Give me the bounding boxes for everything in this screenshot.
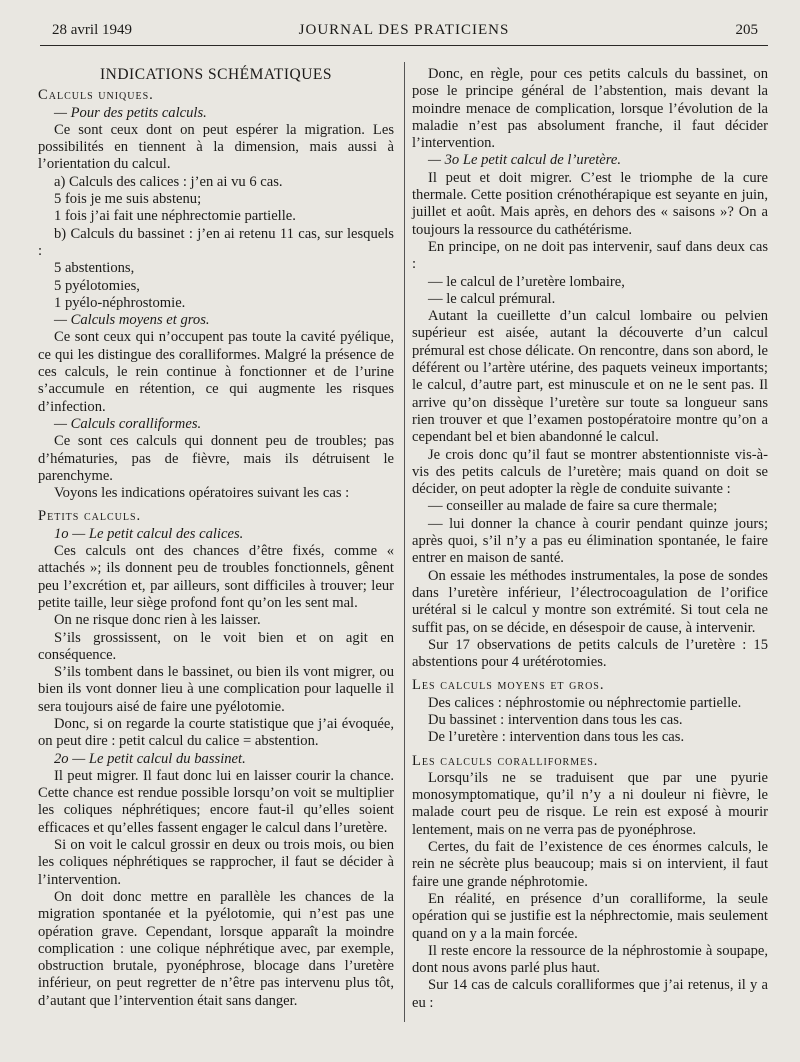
subheading-bassinet-text: 2o — Le petit calcul du bassinet. (54, 750, 246, 767)
subheading-coralliformes-text: — Calculs coralliformes. (54, 415, 202, 432)
header-date: 28 avril 1949 (52, 22, 132, 38)
column-separator (404, 62, 405, 1022)
paragraph: S’ils grossissent, on le voit bien et on agit en conséquence. (38, 629, 394, 663)
heading-calculs-uniques: Calculs uniques. (38, 87, 154, 104)
list-item: 5 fois je me suis abstenu; (54, 191, 202, 208)
header-page-number: 205 (735, 22, 758, 38)
list-item: — conseiller au malade de faire sa cure thermale; (428, 498, 718, 515)
paragraph: En principe, on ne doit pas intervenir, sauf dans deux cas : (412, 238, 768, 273)
subheading-moyens-text: — Calculs moyens et gros. (54, 312, 210, 329)
paragraph: Je crois donc qu’il faut se montrer abstentionniste vis-à-vis des petits calculs de l’uretère; mais quand on doit se décider, on peut adopter la règle de conduite suivante : (412, 446, 768, 498)
list-item: Des calices : néphrostomie ou néphrectomie partielle. (428, 694, 742, 711)
right-column (412, 66, 768, 1012)
paragraph: Voyons les indications opératoires suivant les cas : (54, 485, 350, 502)
paragraph: Ce sont ceux qui n’occupent pas toute la cavité pyélique, ce qui les distingue des coralliformes. Malgré la présence de ces calculs, le rein continue à fonctionner et de l’urine s’accumule en rétention, ce qui augmente les risques d’infection. (38, 329, 394, 415)
subheading-calices (38, 526, 394, 543)
header-rule (40, 45, 768, 46)
subheading-calices-text: 1o — Le petit calcul des calices. (54, 525, 244, 542)
paragraph: On doit donc mettre en parallèle les chances de la migration spontanée et la pyélotomie, qui n’est pas une opération grave. Cependant, lorsque apparaît la moindre complication : une colique néphrétique avec, par exemple, obstruction brutale, pyonéphrose, blocage dans l’uretère inférieur, on peut regretter de n’être pas intervenu plus tôt, d’autant que l’intervention était sans danger. (38, 888, 394, 1009)
list-item: b) Calculs du bassinet : j’en ai retenu 11 cas, sur lesquels : (38, 225, 394, 259)
heading-coralliformes: Les calculs coralliformes. (412, 752, 599, 769)
list-item: — le calcul prémural. (428, 290, 556, 307)
paragraph: En réalité, en présence d’un coralliforme, la seule opération qui se justifie est la néphrectomie, mais seulement quand on y a la main forcée. (412, 890, 768, 942)
heading-moyens-gros: Les calculs moyens et gros. (412, 677, 605, 694)
paragraph: Il reste encore la ressource de la néphrostomie à soupape, dont nous avons parlé plus haut. (412, 942, 768, 977)
paragraph: Si on voit le calcul grossir en deux ou trois mois, ou bien les coliques néphrétiques se rapprocher, il faut se décider à l’intervention. (38, 837, 394, 888)
list-item: 5 pyélotomies, (54, 277, 140, 294)
paragraph: Sur 14 cas de calculs coralliformes que j’ai retenus, il y a eu : (412, 977, 768, 1011)
heading-petits-calculs: Petits calculs. (38, 508, 142, 525)
paragraph: On ne risque donc rien à les laisser. (54, 612, 261, 629)
subheading-moyens (38, 312, 394, 329)
paragraph: Autant la cueillette d’un calcul lombaire ou pelvien supérieur est aisée, autant la découverte d’un calcul prémural est chose délicate. On rencontre, dans son abord, le déférent ou l’artère utérine, des paquets veineux importants; le calcul, d’autre part, est minuscule et on ne le sent pas. Il arrive qu’on dissèque l’uretère sur toute sa longueur sans rien trouver et que l’examen postopératoire montre qu’on a cependant bel et bien abandonné le calcul. (412, 308, 768, 446)
paragraph: On essaie les méthodes instrumentales, la pose de sondes dans l’uretère inférieur, l’électrocoagulation de l’orifice urétéral si le calcul y montre son extrémité. Si tout cela ne suffit pas, on se décide, en désespoir de cause, à intervenir. (412, 567, 768, 636)
list-item: 5 abstentions, (54, 260, 135, 277)
paragraph: Ce sont ces calculs qui donnent peu de troubles; pas d’hématuries, pas de fièvre, mais ils détruisent le parenchyme. (38, 433, 394, 484)
paragraph: Ce sont ceux dont on peut espérer la migration. Les possibilités en tiennent à la dimension, mais aussi à l’orientation du calcul. (38, 121, 394, 173)
page-header (40, 22, 768, 44)
subheading-uretere-text: — 3o Le petit calcul de l’uretère. (428, 152, 622, 169)
list-item: 1 pyélo-néphrostomie. (54, 294, 186, 311)
header-journal-title: JOURNAL DES PRATICIENS (298, 22, 510, 38)
paragraph: Donc, si on regarde la courte statistique que j’ai évoquée, on peut dire : petit calcul du calice = abstention. (38, 715, 394, 750)
list-item: 1 fois j’ai fait une néphrectomie partielle. (54, 208, 296, 225)
list-item: De l’uretère : intervention dans tous les cas. (428, 729, 685, 746)
list-item: a) Calculs des calices : j’en ai vu 6 cas. (54, 173, 283, 190)
paragraph: Lorsqu’ils ne se traduisent que par une pyurie monosymptomatique, qu’il n’y a ni douleur ni fièvre, le malade court peu de risque. Le rein est exposé à mourir lentement, mais on ne verra pas de pyonéphrose. (412, 769, 768, 838)
paragraph: Il peut migrer. Il faut donc lui en laisser courir la chance. Cette chance est rendue possible lorsqu’on voit se multiplier les coliques néphrétiques; encore faut-il qu’elles soient efficaces et qu’elles fassent engager le calcul dans l’uretère. (38, 767, 394, 836)
paragraph: Ces calculs ont des chances d’être fixés, comme « attachés »; ils donnent peu de troubles fonctionnels, gênent peu l’excrétion et, par ailleurs, sont difficiles à trouver; leur petite taille, leur siège profond font qu’on les sent mal. (38, 543, 394, 611)
section-title: INDICATIONS SCHÉMATIQUES (99, 66, 333, 83)
paragraph: Donc, en règle, pour ces petits calculs du bassinet, on pose le principe général de l’abstention, mais devant la moindre menace de complication, lorsque l’évolution de la maladie n’est pas absolument franche, il faut décider l’intervention. (412, 66, 768, 152)
paragraph: S’ils tombent dans le bassinet, ou bien ils vont migrer, ou bien ils vont donner lieu à une complication pour laquelle il sera toujours aisé de faire une pyélotomie. (38, 664, 394, 715)
paragraph: Il peut et doit migrer. C’est le triomphe de la cure thermale. Cette position crénothérapique est seyante en juin, juillet et août. Mais après, en dehors des « saisons »? On a toujours la ressource du cathétérisme. (412, 169, 768, 238)
subheading-uretere (412, 152, 768, 169)
left-column (38, 66, 394, 1010)
subheading-petits (38, 105, 394, 122)
list-item: — le calcul de l’uretère lombaire, (428, 273, 625, 290)
paragraph: Sur 17 observations de petits calculs de l’uretère : 15 abstentions pour 4 urétérotomies. (412, 636, 768, 671)
subheading-coralliformes (38, 416, 394, 433)
subheading-petits-text: — Pour des petits calculs. (54, 104, 207, 121)
subheading-bassinet (38, 751, 394, 768)
list-item: Du bassinet : intervention dans tous les cas. (428, 711, 683, 728)
paragraph: Certes, du fait de l’existence de ces énormes calculs, le rein ne sécrète plus beaucoup; mais si on intervient, il faut faire une grande néphrotomie. (412, 839, 768, 890)
list-item: — lui donner la chance à courir pendant quinze jours; après quoi, s’il n’y a pas eu élimination spontanée, le faire entrer en maison de santé. (412, 515, 768, 567)
